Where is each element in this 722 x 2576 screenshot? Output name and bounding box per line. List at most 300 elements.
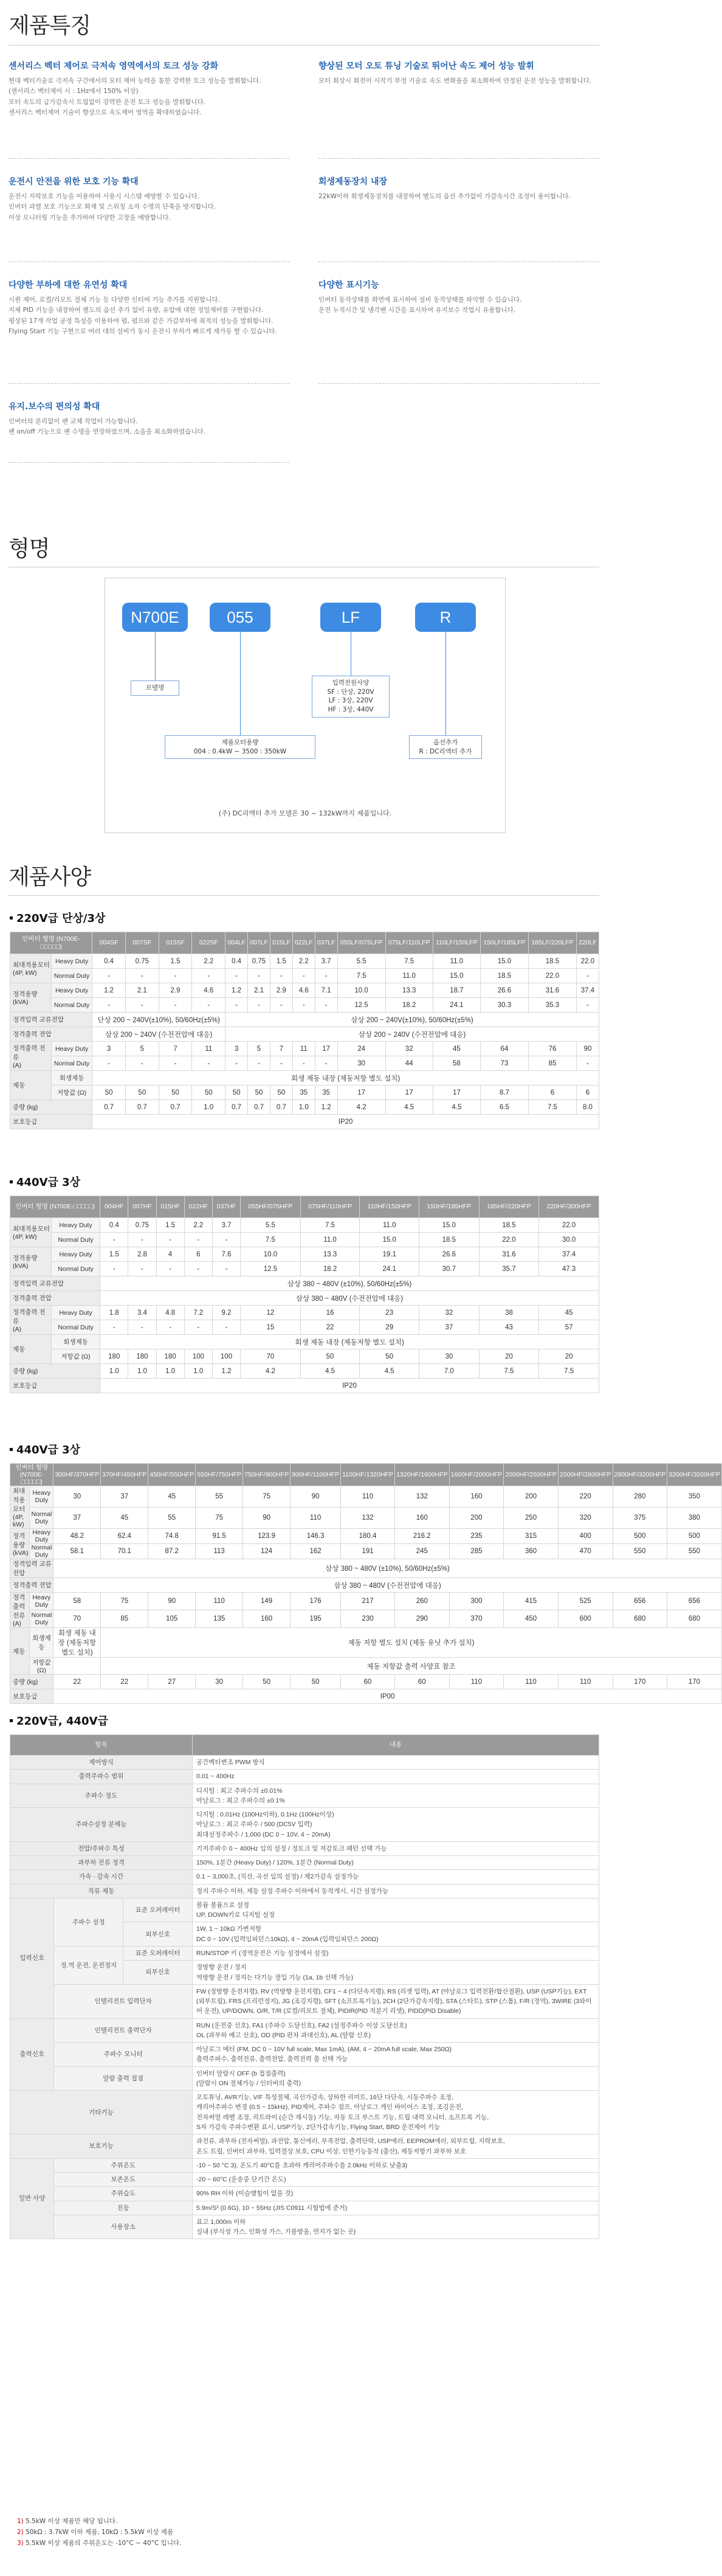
table-cell: 230 [341, 1610, 395, 1628]
feature-item [9, 280, 289, 337]
divider [318, 383, 599, 384]
table-cell: 7.5 [479, 1364, 539, 1379]
table-cell: 3 [92, 1042, 126, 1056]
table-cell: 디지털 : 0.01Hz (100Hz이하), 0.1Hz (100Hz이상) 아날로그 : 최고 주파수 / 500 (DC5V 입력) 최대설정주파수 / 1,000 (DC 0 ~ 10V, 4 ~ 20mA) [193, 1808, 599, 1842]
spec-table-440v [10, 1196, 599, 1393]
table-cell: 160 [394, 1508, 449, 1529]
spec-table-220v [10, 932, 599, 1129]
table-cell: - [156, 1233, 184, 1247]
table-cell: 18.2 [385, 998, 433, 1013]
table-cell: IP00 [53, 1689, 721, 1704]
table-cell: 50 [270, 1085, 292, 1100]
row-subheader: Normal Duty [30, 1508, 53, 1529]
table-cell: 11.0 [360, 1218, 419, 1233]
model-header: 인버터 형명 (N700E-□□□□□) [10, 1464, 53, 1486]
table-cell: 아날로그 메터 (FM, DC 0 ~ 10V full scale, Max 1mA), (AM, 4 ~ 20mA full scale, Max 250Ω) 출력주파수, 출력전류, 출력전압, 출력전력 출 선택 가능 [193, 2043, 599, 2067]
table-cell: 58.1 [53, 1544, 101, 1559]
row-subheader: Heavy Duty [52, 1306, 100, 1320]
table-cell: 2.2 [292, 954, 315, 969]
table-cell: 24 [337, 1042, 385, 1056]
table-cell: 11.0 [300, 1233, 360, 1247]
table-cell: 4 [156, 1247, 184, 1262]
table-cell: 76 [528, 1042, 576, 1056]
table-cell: 58 [433, 1056, 480, 1071]
table-cell: 7.2 [184, 1306, 212, 1320]
table-cell: 50 [243, 1675, 291, 1689]
table-cell: 0.7 [225, 1100, 248, 1115]
table-cell: 18.5 [480, 969, 528, 983]
table-cell: 삼상 380 ~ 480V (±10%), 50/60Hz(±5%) [100, 1276, 599, 1291]
table-cell: 2.9 [159, 983, 192, 998]
model-col-header: 185HF/220HFP [479, 1196, 539, 1218]
table-cell: 1.0 [192, 1100, 225, 1115]
table-cell: 1W, 1 ~ 10kΩ 가변저항 DC 0 ~ 10V (입력임피던스10kΩ), 4 ~ 20mA (입력임피던스 200Ω) [193, 1922, 599, 1947]
table-cell: 35.7 [479, 1262, 539, 1276]
table-cell: 85 [528, 1056, 576, 1071]
table-cell: 7 [270, 1042, 292, 1056]
table-cell: 삼상 380 ~ 480V (수전전압에 대응) [100, 1291, 599, 1306]
table-cell: 1.0 [156, 1364, 184, 1379]
model-col-header: 550HF/750HFP [196, 1464, 243, 1486]
table-cell: 320 [558, 1508, 613, 1529]
table-cell: 22 [53, 1675, 101, 1689]
model-col-header: 300HF/370HFP [53, 1464, 101, 1486]
divider [9, 261, 289, 262]
table-cell: - [92, 969, 126, 983]
table-cell: 18.2 [300, 1262, 360, 1276]
table-cell: 17 [315, 1042, 337, 1056]
table-cell: 30 [337, 1056, 385, 1071]
table-cell: RUN/STOP 키 (정역운전은 기능 설정에서 설정) [193, 1946, 599, 1960]
table-cell: 18.5 [419, 1233, 480, 1247]
table-cell: 삼상 200 ~ 240V(±10%), 50/60Hz(±5%) [225, 1013, 599, 1027]
table-cell: 삼상 380 ~ 480V (수전전압에 대응) [53, 1578, 721, 1593]
table-cell: 18.7 [433, 983, 480, 998]
table-cell: 250 [504, 1508, 559, 1529]
row-header: 정격출력 전류 (A) [10, 1593, 30, 1628]
divider [318, 261, 599, 262]
item-header: 항목 [10, 1735, 193, 1756]
table-cell: 375 [613, 1508, 667, 1529]
table-cell: 50 [248, 1085, 270, 1100]
feature-item [9, 401, 289, 438]
table-cell: 기저주파수 0 ~ 400Hz 임의 설정 / 정토크 및 저감토크 패턴 선택 가능 [193, 1841, 599, 1855]
table-cell: 7.5 [241, 1233, 301, 1247]
code-model: N700E [122, 603, 188, 632]
table-cell: - [212, 1320, 240, 1335]
table-cell: - [125, 1056, 159, 1071]
row-header: 제동 [10, 1628, 30, 1675]
row-subheader: 인텔리전트 출력단자 [54, 2018, 193, 2043]
table-cell: 32 [419, 1306, 480, 1320]
feature-item [9, 61, 289, 118]
table-cell: 38 [479, 1306, 539, 1320]
row-header: 정격출력 전압 [10, 1027, 92, 1042]
table-cell: 7 [159, 1042, 192, 1056]
table-cell: 30 [419, 1349, 480, 1364]
spec-440v-heading: 440V급 3상 [10, 1174, 80, 1189]
spec-table [10, 1734, 599, 2239]
table-cell: IP20 [100, 1379, 599, 1393]
spec-table [10, 932, 599, 1129]
table-cell: 24.1 [433, 998, 480, 1013]
table-cell: 1.5 [270, 954, 292, 969]
table-cell: 75 [101, 1593, 148, 1610]
table-cell: 4.5 [300, 1364, 360, 1379]
table-cell: 11 [192, 1042, 225, 1056]
code-capacity: 055 [210, 603, 270, 632]
table-cell: 0.1 ~ 3,000초, (직선, 곡선 임의 설정) / 제2가감속 설정가능 [193, 1870, 599, 1884]
table-cell: 90 [148, 1593, 196, 1610]
row-subheader: Normal Duty [52, 1262, 100, 1276]
table-cell: 30.7 [419, 1262, 480, 1276]
model-col-header: 075LF/110LFP [385, 932, 433, 954]
table-cell: 2.8 [128, 1247, 156, 1262]
spec-common-heading: 220V급, 440V급 [10, 1712, 108, 1728]
table-cell: 2.9 [270, 983, 292, 998]
table-cell: 35 [292, 1085, 315, 1100]
spec-table-440v-large [10, 1463, 722, 1704]
table-cell: 삼상 200 ~ 240V (수전전압에 대응) [92, 1027, 225, 1042]
table-cell: 43 [479, 1320, 539, 1335]
divider [9, 462, 289, 463]
table-cell: 50 [300, 1349, 360, 1364]
table-cell: 20 [479, 1349, 539, 1364]
row-subheader: 회생제동 [52, 1335, 100, 1349]
divider [9, 895, 599, 896]
model-col-header: 450HF/550HFP [148, 1464, 196, 1486]
table-cell: 360 [504, 1544, 559, 1559]
table-cell: 315 [504, 1529, 559, 1544]
row-header: 정격출력 전류 (A) [10, 1042, 52, 1071]
naming-note: (주) DC리액터 추가 모델은 30 ~ 132kW까지 제품입니다. [218, 809, 392, 817]
table-cell: 220 [558, 1486, 613, 1508]
row-subheader: 사용장소 [54, 2215, 193, 2239]
label-power: 입력전원사양 SF : 단상, 220V LF : 3상, 220V HF : 3상, 440V [312, 676, 390, 718]
table-cell: 45 [539, 1306, 599, 1320]
row-subheader: 주파수 설정 [54, 1898, 123, 1946]
table-cell: 4.5 [360, 1364, 419, 1379]
model-col-header: 007SF [125, 932, 159, 954]
table-cell: 1.0 [292, 1100, 315, 1115]
model-col-header: 110LF/150LFP [433, 932, 480, 954]
table-cell: 22.0 [479, 1233, 539, 1247]
table-cell: 3 [225, 1042, 248, 1056]
table-cell: 91.5 [196, 1529, 243, 1544]
model-col-header: 2000HF/2500HFP [504, 1464, 559, 1486]
model-col-header: 022SF [192, 932, 225, 954]
table-cell: 57 [539, 1320, 599, 1335]
table-cell: 235 [449, 1529, 504, 1544]
table-cell: 50 [360, 1349, 419, 1364]
table-cell: 37.4 [539, 1247, 599, 1262]
table-cell: - [248, 969, 270, 983]
divider [9, 158, 289, 159]
table-cell: - [184, 1233, 212, 1247]
table-cell: 656 [613, 1593, 667, 1610]
row-header: 출력신호 [10, 2018, 54, 2091]
spec-table [10, 1196, 599, 1393]
row-header: 정격출력 전압 [10, 1291, 100, 1306]
table-cell: 217 [341, 1593, 395, 1610]
table-cell: 22 [300, 1320, 360, 1335]
row-header: 일반 사양 [10, 2158, 54, 2239]
feature-desc: 22kW이하 회생제동장치를 내장하여 별도의 옵션 추가없이 가감속시간 조정이 용이합니다. [318, 192, 571, 200]
model-col-header: 055LF/075LFP [337, 932, 385, 954]
table-cell: 7.5 [300, 1218, 360, 1233]
table-cell: 123.9 [243, 1529, 291, 1544]
table-cell: 7.5 [385, 954, 433, 969]
row-header: 주파수 정도 [10, 1784, 193, 1808]
table-cell: - [292, 969, 315, 983]
table-cell: - [92, 998, 126, 1013]
table-cell: 110 [196, 1593, 243, 1610]
label-capacity: 제품모터용량 004 : 0.4kW ~ 3500 : 350kW [165, 735, 315, 759]
table-cell: 600 [558, 1610, 613, 1628]
table-cell: 1.5 [159, 954, 192, 969]
bullet-icon [10, 1180, 13, 1183]
table-cell: 60 [341, 1675, 395, 1689]
table-cell: 5.5 [241, 1218, 301, 1233]
table-cell: 19.1 [360, 1247, 419, 1262]
table-cell: 500 [613, 1529, 667, 1544]
table-cell: 132 [341, 1508, 395, 1529]
row-subheader: Normal Duty [52, 1320, 100, 1335]
model-col-header: 015HF [156, 1196, 184, 1218]
model-col-header: 004LF [225, 932, 248, 954]
table-cell: 50 [125, 1085, 159, 1100]
row-header: 보호기능 [10, 2135, 193, 2159]
table-cell: 공간벡터변조 PWM 방식 [193, 1756, 599, 1770]
table-cell: - [315, 1056, 337, 1071]
connector-line [240, 632, 241, 735]
table-cell: - [184, 1262, 212, 1276]
model-header: 인버터 형명 (N700E-□□□□□) [10, 932, 92, 954]
table-cell: 9.2 [212, 1306, 240, 1320]
row-header: 정격입력 교류전압 [10, 1559, 53, 1578]
table-cell: 415 [504, 1593, 559, 1610]
table-cell: 정지 주파수 이하, 제동 설정 주파수 이하에서 동작개시, 시간 설정가능 [193, 1884, 599, 1898]
code-power: LF [320, 603, 381, 632]
naming-title: 형명 [9, 536, 50, 561]
table-cell: 0.7 [270, 1100, 292, 1115]
footnote [17, 2538, 181, 2549]
table-cell: 73 [480, 1056, 528, 1071]
table-cell: 60 [394, 1675, 449, 1689]
model-col-header: 150HF/185HFP [419, 1196, 480, 1218]
row-header: 정격출력 전류 (A) [10, 1306, 52, 1335]
row-header: 제동 [10, 1071, 52, 1100]
feature-title: 다양한 부하에 대한 유연성 확대 [9, 280, 128, 290]
table-cell: 31.6 [528, 983, 576, 998]
footnote-number: 2) [17, 2528, 24, 2536]
row-subheader: Heavy Duty [52, 983, 92, 998]
spec-220v-heading: 220V급 단상/3상 [10, 910, 105, 926]
row-subheader: 알람 출력 접점 [54, 2066, 193, 2091]
table-cell: 제동 저항 별도 설치 (제동 유닛 추가 설치) [101, 1628, 722, 1658]
row-header: 정격출력 전압 [10, 1578, 53, 1593]
table-cell: 37 [53, 1508, 101, 1529]
row-header: 중량 (kg) [10, 1364, 100, 1379]
table-cell: 디지털 : 최고 주파수의 ±0.01% 아날로그 : 최고 주파수의 ±0.1% [193, 1784, 599, 1808]
table-cell: 370 [449, 1610, 504, 1628]
table-cell: 0.4 [225, 954, 248, 969]
table-cell: - [225, 969, 248, 983]
feature-title: 회생제동장치 내장 [318, 177, 388, 187]
table-cell: 110 [558, 1675, 613, 1689]
model-col-header: 2500HF/2800HFP [558, 1464, 613, 1486]
table-cell: - [576, 998, 599, 1013]
table-cell: - [270, 1056, 292, 1071]
table-cell: 70.1 [101, 1544, 148, 1559]
table-cell: 12.5 [241, 1262, 301, 1276]
table-cell: - [100, 1320, 128, 1335]
row-subheader: Heavy Duty [52, 954, 92, 969]
table-cell: 285 [449, 1544, 504, 1559]
table-cell: 160 [449, 1486, 504, 1508]
feature-desc: 운전시 지락보호 기능을 이용하여 사용시 시스템 예방할 수 있습니다. 인버터 과열 보호 기능으로 화재 및 스위칭 소자 수명의 단축을 방지합니다. 이상 모니터링 기능을 추가하여 다양한 고장을 예방합니다. [9, 192, 216, 221]
table-cell: 50 [192, 1085, 225, 1100]
table-cell: 4.8 [156, 1306, 184, 1320]
table-cell: 90% RH 이하 (이슬맺힘이 없을 것) [193, 2187, 599, 2201]
table-cell: 44 [385, 1056, 433, 1071]
footnote [17, 2516, 181, 2527]
table-cell: 8.7 [480, 1085, 528, 1100]
row-header: 보호등급 [10, 1115, 92, 1129]
table-cell: 13.3 [385, 983, 433, 998]
table-cell: - [248, 998, 270, 1013]
naming-section [0, 523, 608, 839]
table-cell: 380 [667, 1508, 722, 1529]
table-cell: 과전류, 과부하 (전자써멀), 과전압, 통신에러, 부족전압, 출력단락, USP에러, EEPROM에러, 외부트립, 지락보호, 온도 트립, 인버터 과부하, 입력결상 보호, CPU 이상, 인한기능동작 (출산), 제동저항기 과부하 보호 [193, 2135, 599, 2159]
table-cell: 64 [480, 1042, 528, 1056]
table-cell: 15.0 [480, 954, 528, 969]
model-col-header: 015LF [270, 932, 292, 954]
feature-title: 다양한 표시기능 [318, 280, 379, 290]
table-cell: 300 [449, 1593, 504, 1610]
table-cell: 75 [196, 1508, 243, 1529]
table-cell: 160 [243, 1610, 291, 1628]
row-header: 전압/주파수 특성 [10, 1841, 193, 1855]
model-col-header: 1100HF/1320HFP [341, 1464, 395, 1486]
table-cell: 4.6 [192, 983, 225, 998]
table-cell: 1.5 [156, 1218, 184, 1233]
row-subheader: 표준 오퍼레이터 [123, 1898, 193, 1922]
feature-title: 센서리스 벡터 제어로 극저속 영역에서의 토크 성능 강화 [9, 61, 219, 71]
table-cell: -20 ~ 60°C (운송중 단기간 온도) [193, 2173, 599, 2187]
table-cell: IP20 [92, 1115, 599, 1129]
table-cell: 7.5 [337, 969, 385, 983]
table-cell: 31.6 [479, 1247, 539, 1262]
table-cell: 5.9m/S² (0.6G), 10 ~ 55Hz (JIS C0911 시험법에 준거) [193, 2201, 599, 2215]
table-cell: 45 [148, 1486, 196, 1508]
table-cell: 7.5 [539, 1364, 599, 1379]
table-cell: - [100, 1233, 128, 1247]
table-cell: 191 [341, 1544, 395, 1559]
row-header: 보호등급 [10, 1379, 100, 1393]
table-cell: 3.4 [128, 1306, 156, 1320]
table-cell: 90 [243, 1508, 291, 1529]
table-cell: - [128, 1262, 156, 1276]
row-header: 최대적용모터 (4P, kW) [10, 1218, 52, 1247]
table-cell: 1.0 [184, 1364, 212, 1379]
row-header: 정격용량 (kVA) [10, 1529, 30, 1559]
table-cell: 400 [558, 1529, 613, 1544]
table-cell: 4.2 [337, 1100, 385, 1115]
table-cell: 6 [184, 1247, 212, 1262]
table-cell: 삼상 200 ~ 240V (수전전압에 대응) [225, 1027, 599, 1042]
table-cell: - [292, 998, 315, 1013]
model-col-header: 1600HF/2000HFP [449, 1464, 504, 1486]
table-cell: 55 [196, 1486, 243, 1508]
table-cell: 180 [156, 1349, 184, 1364]
model-col-header: 022LF [292, 932, 315, 954]
table-cell: 10.0 [241, 1247, 301, 1262]
feature-title: 유지.보수의 편의성 확대 [9, 402, 100, 412]
table-cell: - [212, 1233, 240, 1247]
table-cell: - [92, 1056, 126, 1071]
table-cell: 74.8 [148, 1529, 196, 1544]
table-cell: 표고 1,000m 이하 실내 (부식성 가스, 인화성 가스, 기름방울, 먼지가 없는 곳) [193, 2215, 599, 2239]
table-cell: 55 [148, 1508, 196, 1529]
table-cell: - [192, 1056, 225, 1071]
table-cell: 단상 200 ~ 240V(±10%), 50/60Hz(±5%) [92, 1013, 225, 1027]
table-cell: 216.2 [394, 1529, 449, 1544]
row-subheader: 인텔리전트 입력단자 [54, 1984, 193, 2018]
table-cell: 3.7 [212, 1218, 240, 1233]
table-cell: - [315, 969, 337, 983]
table-cell: 124 [243, 1544, 291, 1559]
table-cell: 2.1 [248, 983, 270, 998]
table-cell: 18.5 [479, 1218, 539, 1233]
model-col-header: 015SF [159, 932, 192, 954]
row-subheader: 외부신호 [123, 1961, 193, 1985]
table-cell: 260 [394, 1593, 449, 1610]
table-cell: 180 [128, 1349, 156, 1364]
table-cell: - [156, 1262, 184, 1276]
table-cell: 4.2 [241, 1364, 301, 1379]
table-cell: 550 [613, 1544, 667, 1559]
table-cell: 11.0 [433, 954, 480, 969]
row-header: 정격용량 (kVA) [10, 983, 52, 1013]
table-cell: 290 [394, 1610, 449, 1628]
row-subheader: Heavy Duty [30, 1529, 53, 1544]
table-cell: 15.0 [360, 1233, 419, 1247]
table-cell: 100 [184, 1349, 212, 1364]
model-col-header: 110HF/150HFP [360, 1196, 419, 1218]
table-cell: RUN (운전중 신호), FA1 (주파수 도달신호), FA2 (설정주파수 이상 도달신호) OL (과부하 예고 신호), OD (PID 편차 과대신호), AL (알람 신호) [193, 2018, 599, 2043]
table-cell: 470 [558, 1544, 613, 1559]
row-subheader: Normal Duty [30, 1544, 53, 1559]
table-cell: 2.2 [184, 1218, 212, 1233]
table-cell: 회생 제동 내장 (제동저항 별도 설치) [92, 1071, 599, 1085]
table-cell: 7.0 [419, 1364, 480, 1379]
table-cell: 90 [576, 1042, 599, 1056]
table-cell: - [156, 1320, 184, 1335]
table-cell: - [315, 998, 337, 1013]
table-cell: 1.2 [315, 1100, 337, 1115]
feature-item [318, 61, 599, 86]
table-cell: 132 [394, 1486, 449, 1508]
table-cell: 13.3 [300, 1247, 360, 1262]
row-subheader: 주파수 모니터 [54, 2043, 193, 2067]
table-cell: 350 [667, 1486, 722, 1508]
table-cell: 58 [53, 1593, 101, 1610]
table-cell: 7.1 [315, 983, 337, 998]
table-cell: - [225, 1056, 248, 1071]
table-cell: 16 [300, 1306, 360, 1320]
table-cell: 146.3 [291, 1529, 341, 1544]
